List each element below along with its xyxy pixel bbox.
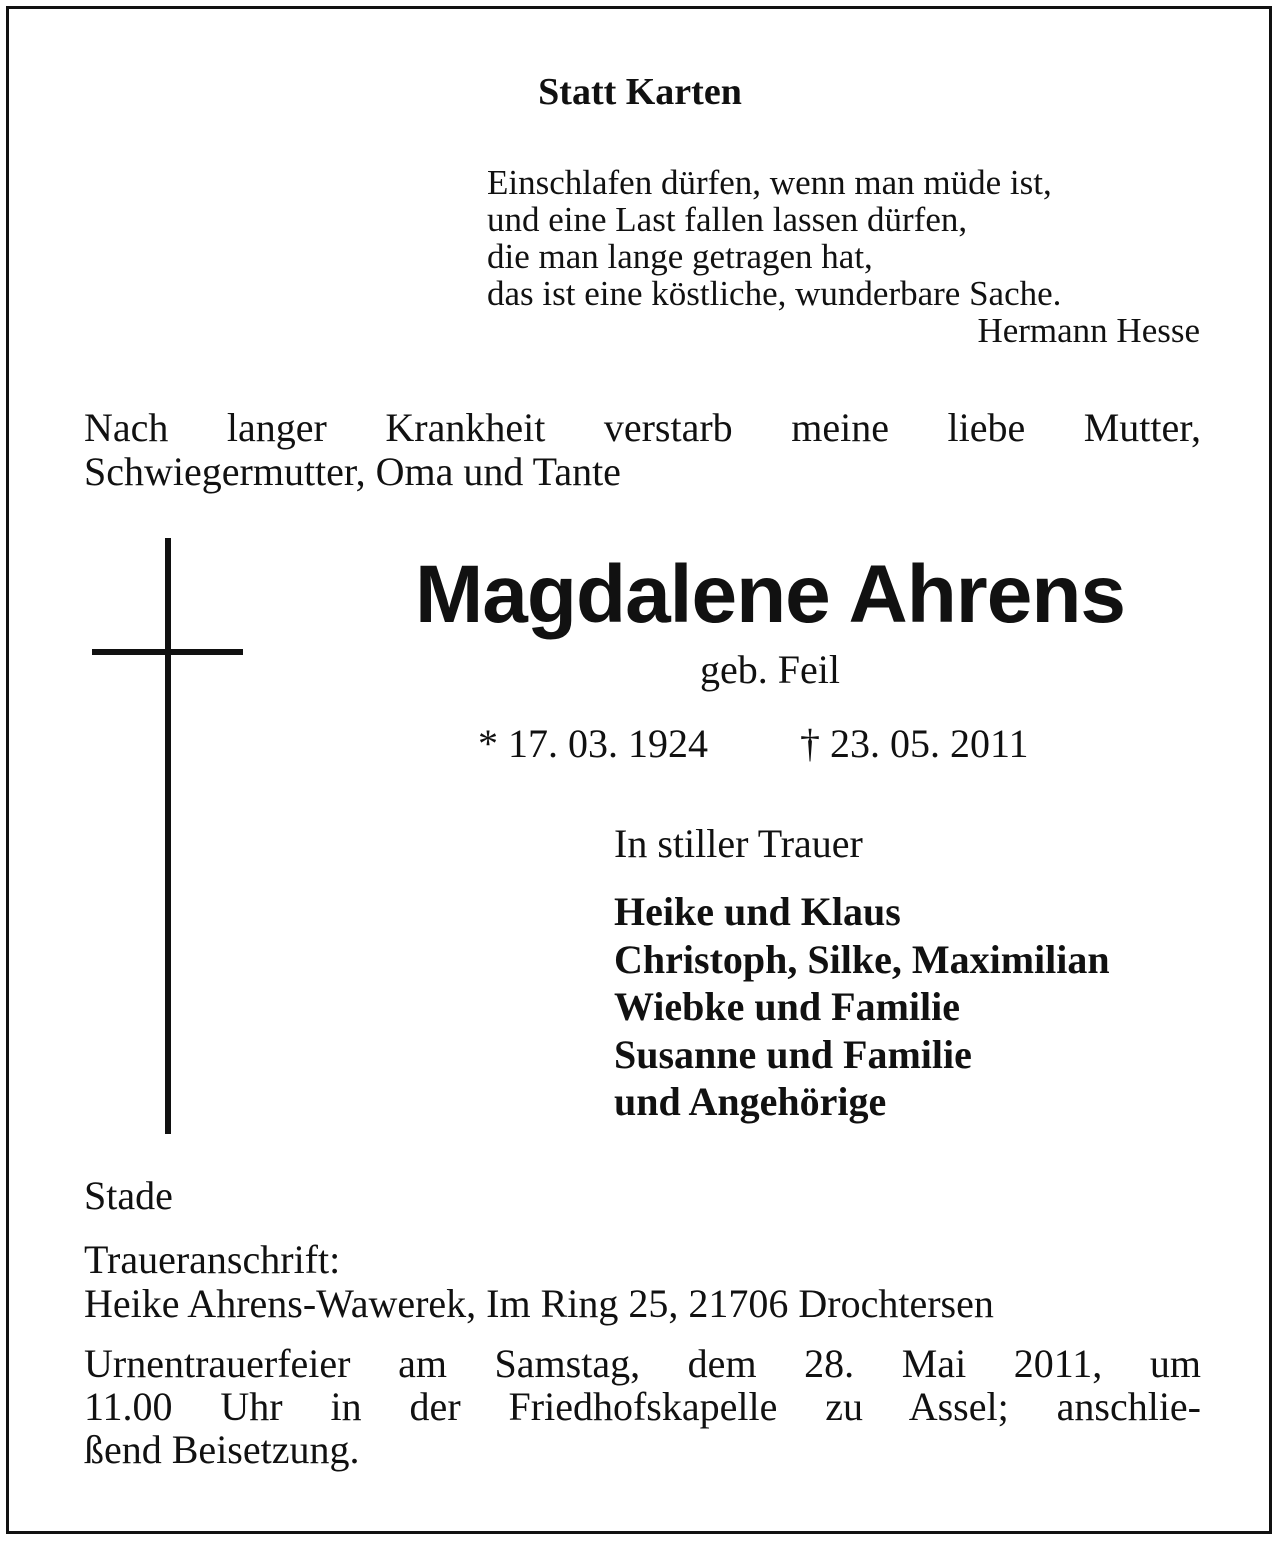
birth-date: * 17. 03. 1924 [478,721,708,766]
poem-line: und eine Last fallen lassen dürfen, [487,200,968,239]
poem-line: Einschlafen dürfen, wenn man müde ist, [487,163,1052,202]
address-label: Traueranschrift: [84,1237,341,1282]
ceremony-line: ßend Beisetzung. [84,1427,360,1472]
mourner: Christoph, Silke, Maximilian [614,936,1110,982]
ceremony-info [84,1342,1201,1471]
intro-text: Nach langer Krankheit verstarb meine liebe Mutter, Schwiegermutter, Oma und Tante [84,405,1201,494]
mourner: Heike und Klaus [614,889,901,934]
poem-quote [487,164,1200,349]
mourners-list [614,888,1110,1126]
poem-author: Hermann Hesse [977,311,1200,350]
death-date: † 23. 05. 2011 [800,721,1029,766]
deceased-name: Magdalene Ahrens [414,549,1126,640]
maiden-name: geb. Feil [700,647,840,692]
poem-line: die man lange getragen hat, [487,237,873,276]
mourner: Susanne und Familie [614,1031,972,1077]
city: Stade [84,1173,173,1218]
address-text: Heike Ahrens-Wawerek, Im Ring 25, 21706 Drochtersen [84,1281,994,1326]
mourning-line: In stiller Trauer [614,821,863,866]
ceremony-line: Urnentrauerfeier am Samstag, dem 28. Mai 2011, um [84,1341,1201,1386]
cross-icon [165,538,171,1134]
mourner: und Angehörige [614,1079,887,1124]
notice-heading: Statt Karten [538,71,742,113]
mourning-address [84,1238,994,1326]
cross-icon-bar [92,649,243,655]
poem-line: das ist eine köstliche, wunderbare Sache. [487,274,1062,313]
ceremony-line: 11.00 Uhr in der Friedhofskapelle zu Assel; anschlie- [84,1384,1201,1429]
mourner: Wiebke und Familie [614,984,960,1029]
